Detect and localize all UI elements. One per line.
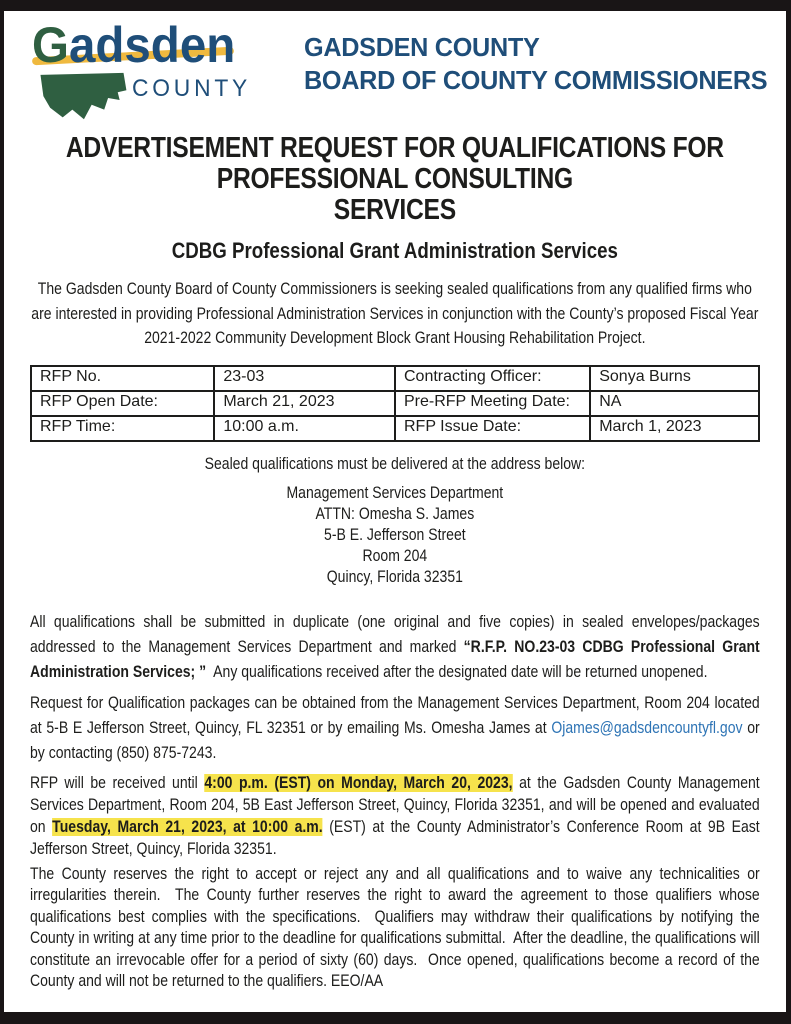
paragraph-receipt-deadline	[30, 772, 760, 860]
rfp-marking-bold: “R.F.P. NO.23-03 CDBG Professional Grant Administration Services; ”	[30, 637, 760, 681]
logo-word-rest: adsden	[68, 17, 236, 73]
address-line: 5-B E. Jefferson Street	[324, 525, 466, 544]
county-map-icon	[32, 71, 132, 127]
rfp-issue-date-value: March 1, 2023	[590, 416, 759, 441]
document-title	[30, 133, 760, 226]
rfp-open-date-value: March 21, 2023	[214, 391, 395, 416]
logo-wordmark	[32, 19, 271, 71]
agency-title	[304, 31, 767, 97]
document-title-line-3: SERVICES	[333, 194, 456, 226]
gadsden-county-logo	[32, 17, 284, 125]
address-line: ATTN: Omesha S. James	[315, 504, 475, 523]
address-line: Room 204	[362, 546, 428, 565]
receipt-text: (EST) at the County Administrator’s Conference Room at 9B East Jefferson Street, Quincy, Florida 32351.	[30, 817, 760, 858]
address-line: Management Services Department	[286, 483, 504, 502]
agency-line-2: BOARD OF COUNTY COMMISSIONERS	[304, 65, 768, 95]
paragraph-submission	[30, 610, 760, 685]
rfp-time-label: RFP Time:	[31, 416, 214, 441]
receipt-text: RFP will be received until	[30, 773, 205, 792]
county-rights-text: The County reserves the right to accept or reject any and all qualifications and to waive any technicalities or irregularities therein. The County further reserves the right to award the agreement to those qualifiers whose qualifications best complies with the specifications. Qualifiers may withdraw their qualifications by notifying the County in writing at any time prior to the deadline for qualifications submittal. After the deadline, the qualifications will constitute an irrevocable offer for a period of sixty (60) days. Once opened, qualifications become a record of the County and will not be returned to the qualifiers. EEO/AA	[30, 864, 760, 990]
logo-county-label: COUNTY	[132, 75, 252, 102]
submission-text: All qualifications shall be submitted in duplicate (one original and five copies) in sealed envelopes/packages addressed to the Management Services Department and marked	[30, 612, 760, 656]
header	[30, 17, 768, 123]
paragraph-obtain-packages	[30, 691, 760, 766]
email-link[interactable]: Ojames@gadsdencountyfl.gov	[551, 718, 743, 737]
agency-line-1: GADSDEN COUNTY	[304, 32, 540, 62]
rfp-no-label: RFP No.	[31, 366, 214, 391]
document-title-line-2: PROFESSIONAL CONSULTING	[216, 163, 573, 195]
intro-paragraph: The Gadsden County Board of County Commissioners is seeking sealed qualifications from any qualified firms who are interested in providing Professional Administration Services in conjunction with the County’s proposed Fiscal Year 2021-2022 Community Development Block Grant Housing Rehabilitation Project.	[31, 280, 759, 347]
table-row	[31, 416, 759, 441]
obtain-text: Request for Qualification packages can be obtained from the Management Services Department, Room 204 located at 5-B E Jefferson Street, Quincy, FL 32351 or by emailing Ms. Omesha James at	[30, 693, 760, 737]
receipt-text: at the Gadsden County Management Services Department, Room 204, 5B East Jefferson Street, Quincy, Florida 32351, and will be opened and evaluated on	[30, 773, 760, 836]
rfp-issue-date-label: RFP Issue Date:	[395, 416, 590, 441]
address-line: Quincy, Florida 32351	[326, 567, 463, 586]
deadline-highlight: 4:00 p.m. (EST) on Monday, March 20, 2023,	[204, 773, 513, 792]
logo-initial: G	[32, 17, 69, 73]
delivery-address	[30, 483, 760, 588]
document-title-line-1: ADVERTISEMENT REQUEST FOR QUALIFICATIONS FOR	[65, 132, 724, 164]
rfp-info-table	[30, 365, 760, 442]
pre-rfp-meeting-label: Pre-RFP Meeting Date:	[395, 391, 590, 416]
delivery-instruction: Sealed qualifications must be delivered at the address below:	[204, 454, 586, 473]
opening-date-highlight: Tuesday, March 21, 2023, at 10:00 a.m.	[52, 817, 323, 836]
obtain-text: or by contacting (850) 875-7243.	[30, 718, 760, 762]
pre-rfp-meeting-value: NA	[590, 391, 759, 416]
document-subtitle: CDBG Professional Grant Administration Services	[171, 238, 618, 263]
submission-text: Any qualifications received after the designated date will be returned unopened.	[206, 662, 708, 681]
contracting-officer-label: Contracting Officer:	[395, 366, 590, 391]
rfp-no-value: 23-03	[214, 366, 395, 391]
paragraph-county-rights	[30, 864, 760, 993]
document-content	[4, 11, 786, 993]
rfp-time-value: 10:00 a.m.	[214, 416, 395, 441]
table-row	[31, 391, 759, 416]
rfp-open-date-label: RFP Open Date:	[31, 391, 214, 416]
contracting-officer-value: Sonya Burns	[590, 366, 759, 391]
table-row	[31, 366, 759, 391]
